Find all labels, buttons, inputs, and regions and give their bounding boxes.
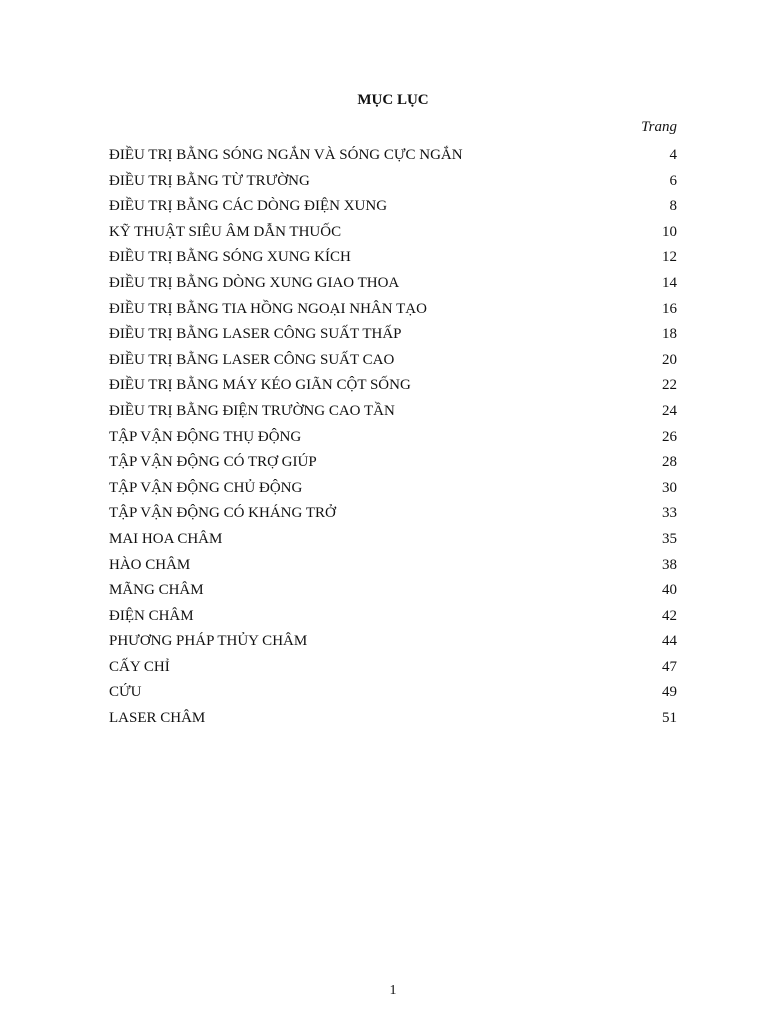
toc-entry[interactable] [109,706,677,732]
toc-entry-page: 12 [662,249,677,266]
toc-entry-title: HÀO CHÂM [109,556,191,573]
toc-entry-title: ĐIỀU TRỊ BẰNG LASER CÔNG SUẤT CAO [109,351,395,368]
toc-entry-title: TẬP VẬN ĐỘNG CÓ TRỢ GIÚP [109,454,317,471]
toc-entry-title: ĐIỀU TRỊ BẰNG ĐIỆN TRƯỜNG CAO TẦN [109,402,395,419]
toc-entry-title: PHƯƠNG PHÁP THỦY CHÂM [109,633,308,650]
toc-entry-page: 24 [662,402,677,419]
toc-entry-page: 49 [662,684,677,701]
toc-entry-title: TẬP VẬN ĐỘNG CÓ KHÁNG TRỞ [109,505,336,522]
page-column-label: Trang [641,119,677,135]
toc-entry-page: 18 [662,326,677,343]
toc-entry-title: ĐIỀU TRỊ BẰNG DÒNG XUNG GIAO THOA [109,274,400,291]
toc-entry[interactable] [109,527,677,553]
toc-entry-page: 8 [669,198,677,215]
toc-entry-page: 44 [662,633,677,650]
toc-entry-title: ĐIỀU TRỊ BẰNG MÁY KÉO GIÃN CỘT SỐNG [109,377,411,394]
toc-title: MỤC LỤC [357,92,429,108]
toc-entry[interactable] [109,322,677,348]
toc-entry-page: 51 [662,710,677,727]
toc-entry-title: ĐIỀU TRỊ BẰNG TỪ TRƯỜNG [109,172,310,189]
toc-entry-page: 14 [662,274,677,291]
toc-entry-page: 22 [662,377,677,394]
toc-entry[interactable] [109,604,677,630]
toc-entry-title: MAI HOA CHÂM [109,530,223,547]
page-number: 1 [389,983,397,998]
toc-entry[interactable] [109,655,677,681]
toc-entry-page: 10 [662,223,677,240]
toc-entry[interactable] [109,169,677,195]
toc-entry[interactable] [109,425,677,451]
toc-entry-page: 28 [662,454,677,471]
toc-entry[interactable] [109,680,677,706]
toc-entry[interactable] [109,629,677,655]
toc-entry[interactable] [109,297,677,323]
toc-entry-page: 4 [669,147,677,163]
toc-entry-page: 33 [662,505,677,522]
toc-entry[interactable] [109,450,677,476]
toc-entry-page: 47 [662,658,677,675]
toc-entry-title: KỸ THUẬT SIÊU ÂM DẪN THUỐC [109,223,342,240]
toc-entry[interactable] [109,578,677,604]
toc-entry[interactable] [109,476,677,502]
toc-entry[interactable] [109,143,677,169]
toc-entry-title: ĐIỀU TRỊ BẰNG TIA HỒNG NGOẠI NHÂN TẠO [109,300,427,317]
toc-entry[interactable] [109,348,677,374]
toc-entry[interactable] [109,271,677,297]
toc-entry[interactable] [109,501,677,527]
toc-entry[interactable] [109,373,677,399]
toc-entry-title: CẤY CHỈ [109,658,170,675]
toc-entry-title: ĐIỀU TRỊ BẰNG LASER CÔNG SUẤT THẤP [109,326,402,343]
toc-entry-page: 16 [662,300,677,317]
toc-entry[interactable] [109,553,677,579]
toc-entry[interactable] [109,220,677,246]
toc-entry-page: 35 [662,530,677,547]
toc-entry-title: ĐIỀU TRỊ BẰNG CÁC DÒNG ĐIỆN XUNG [109,198,388,215]
toc-entry-title: TẬP VẬN ĐỘNG THỤ ĐỘNG [109,428,302,445]
toc-entry-page: 30 [662,479,677,496]
toc-entry-title: LASER CHÂM [109,710,206,727]
toc-entry-title: CỨU [109,684,142,701]
toc-entry-page: 26 [662,428,677,445]
toc-entry[interactable] [109,399,677,425]
toc-entry-title: TẬP VẬN ĐỘNG CHỦ ĐỘNG [109,479,303,496]
toc-entry-title: ĐIỀU TRỊ BẰNG SÓNG NGẮN VÀ SÓNG CỰC NGẮN [109,147,463,163]
toc-entry-title: MÃNG CHÂM [109,582,204,599]
toc-entry-page: 20 [662,351,677,368]
toc-list [109,143,677,732]
toc-entry-page: 42 [662,607,677,624]
toc-entry[interactable] [109,245,677,271]
toc-entry-page: 6 [669,172,677,189]
toc-entry-title: ĐIỆN CHÂM [109,607,194,624]
toc-entry-page: 40 [662,582,677,599]
toc-entry[interactable] [109,194,677,220]
toc-entry-title: ĐIỀU TRỊ BẰNG SÓNG XUNG KÍCH [109,249,351,266]
toc-entry-page: 38 [662,556,677,573]
